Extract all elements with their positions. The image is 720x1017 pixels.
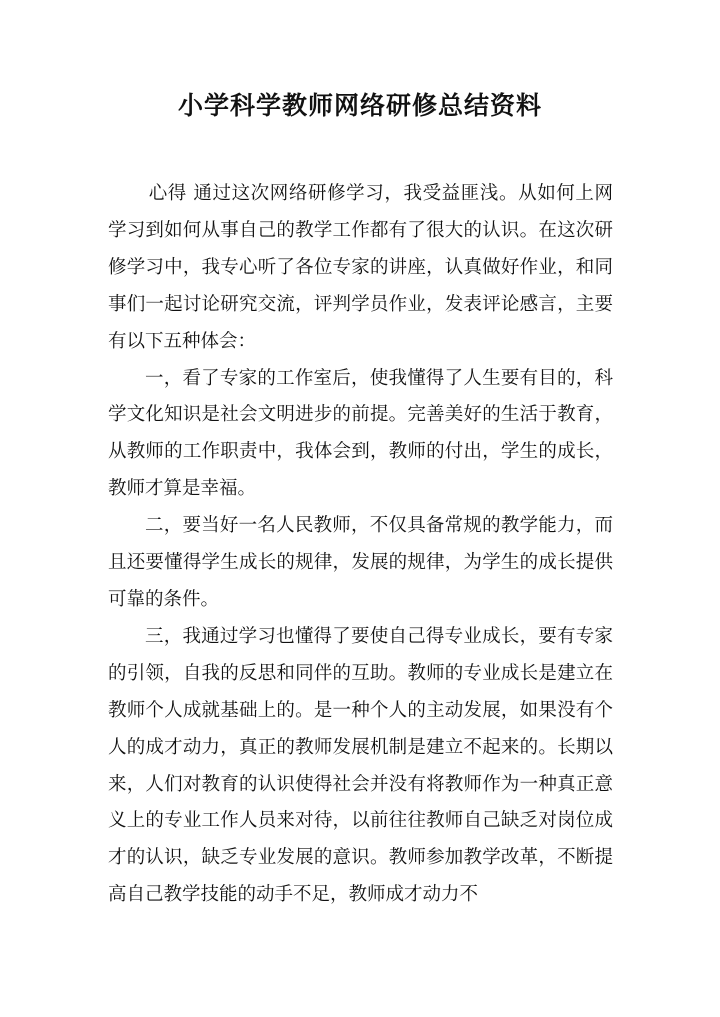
document-body [108, 176, 613, 914]
paragraph-point-one: 一，看了专家的工作室后，使我懂得了人生要有目的，科学文化知识是社会文明进步的前提。完善美好的生活于教育，从教师的工作职责中，我体会到，教师的付出，学生的成长，教师才算是幸福。 [108, 367, 613, 500]
document-title: 小学科学教师网络研修总结资料 [177, 91, 542, 120]
paragraph-point-three: 三，我通过学习也懂得了要使自己得专业成长，要有专家的引领，自我的反思和同伴的互助。教师的专业成长是建立在教师个人成就基础上的。是一种个人的主动发展，如果没有个人的成才动力，真正的教师发展机制是建立不起来的。长期以来，人们对教育的认识使得社会并没有将教师作为一种真正意义上的专业工作人员来对待，以前往往教师自己缺乏对岗位成才的认识，缺乏专业发展的意识。教师参加教学改革，不断提高自己教学技能的动手不足，教师成才动力不 [108, 625, 613, 906]
paragraph-intro: 心得 通过这次网络研修学习，我受益匪浅。从如何上网学习到如何从事自己的教学工作都有了很大的认识。在这次研修学习中，我专心听了各位专家的讲座，认真做好作业，和同事们一起讨论研究交流，评判学员作业，发表评论感言，主要有以下五种体会： [108, 183, 613, 352]
paragraph-point-two: 二，要当好一名人民教师，不仅具备常规的教学能力，而且还要懂得学生成长的规律，发展的规律，为学生的成长提供可靠的条件。 [108, 515, 613, 610]
